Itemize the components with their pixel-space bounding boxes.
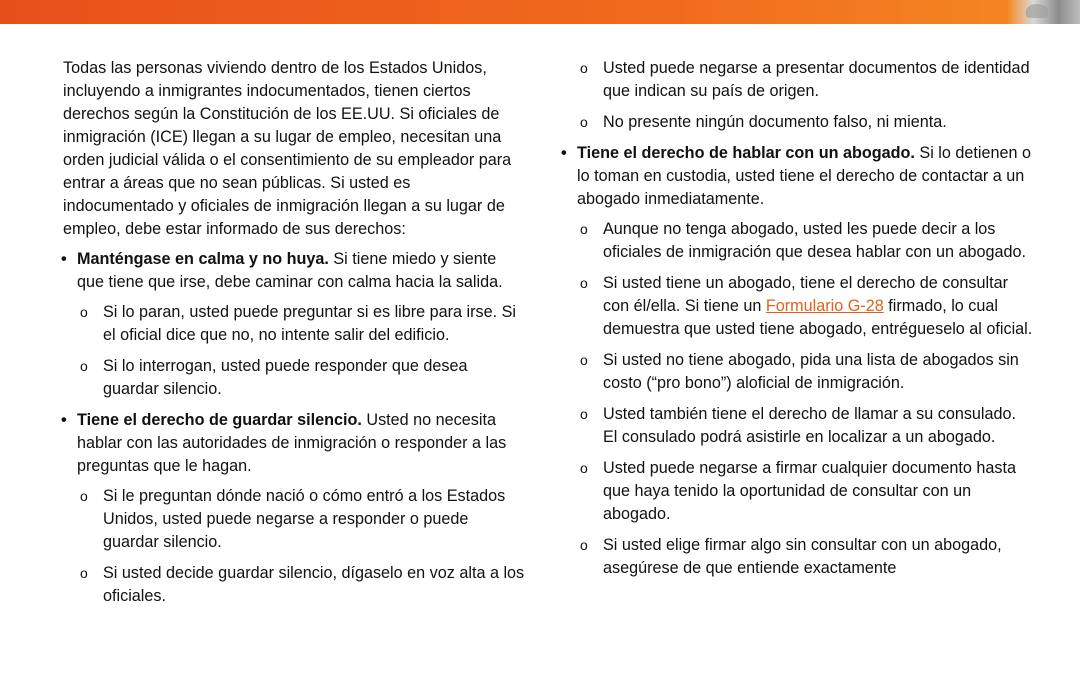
sub-bullet-voz-alta: o Si usted decide guardar silencio, dígaselo en voz alta a los oficiales. [63,562,525,608]
bullet-abogado-heading: Tiene el derecho de hablar con un abogado. [577,144,915,162]
bullet-silencio [63,409,525,478]
sub-bullet-no-falso: o No presente ningún documento falso, ni mienta. [563,111,1033,134]
bullet-calma-text: Si tiene miedo y siente que tiene que irse, debe caminar con calma hacia la salida. [77,250,503,291]
sub-bullet-tiene-abogado-a: Si usted tiene un abogado, tiene el derecho de consultar con él/ella. Si tiene un [603,274,1008,315]
sub-bullet-consulado: o Usted también tiene el derecho de llamar a su consulado. El consulado podrá asistirle en localizar a un abogado. [563,403,1033,449]
bullet-abogado-text: Si lo detienen o lo toman en custodia, usted tiene el derecho de contactar a un abogado inmediatamente. [577,144,1032,208]
header-banner [0,0,1080,24]
right-column [563,57,1033,588]
sub-bullet-tiene-abogado-b: firmado, lo cual demuestra que usted tiene abogado, entrégueselo al oficial. [603,297,1033,338]
form-g28-link[interactable]: Formulario G-28 [765,297,884,315]
sub-bullet-documentos: o Usted puede negarse a presentar documentos de identidad que indican su país de origen. [563,57,1033,103]
bullet-silencio-heading: Tiene el derecho de guardar silencio. [77,411,362,429]
bullet-calma-heading: Manténgase en calma y no huya. [77,250,329,268]
bullet-silencio-text: Usted no necesita hablar con las autoridades de inmigración o responder a las preguntas que le hagan. [77,411,507,475]
sub-bullet-elige-firmar: o Si usted elige firmar algo sin consultar con un abogado, asegúrese de que entiende exactamente [563,534,1033,580]
left-column [63,57,525,616]
sub-bullet-tiene-abogado [563,272,1033,341]
intro-paragraph: Todas las personas viviendo dentro de los Estados Unidos, incluyendo a inmigrantes indocumentados, tienen ciertos derechos según la Constitución de los EE.UU. Si oficiales de inmigración (ICE) llegan a su lugar de empleo, necesitan una orden judicial válida o el consentimiento de su empleador para entrar a áreas que no sean públicas. Si usted es indocumentado y oficiales de inmigración llegan a su lugar de empleo, debe estar informado de sus derechos: [63,59,512,238]
sub-bullet-interrogan: o Si lo interrogan, usted puede responder que desea guardar silencio. [63,355,525,401]
bullet-abogado [563,142,1033,211]
bullet-calma [63,248,525,294]
sub-bullet-pro-bono: o Si usted no tiene abogado, pida una lista de abogados sin costo (“pro bono”) aloficial de inmigración. [563,349,1033,395]
sub-bullet-nacio: o Si le preguntan dónde nació o cómo entró a los Estados Unidos, usted puede negarse a responder o puede guardar silencio. [63,485,525,554]
statue-of-liberty-image [1008,0,1080,24]
sub-bullet-paran: o Si lo paran, usted puede preguntar si es libre para irse. Si el oficial dice que no, no intente salir del edificio. [63,301,525,347]
sub-bullet-negarse-firmar: o Usted puede negarse a firmar cualquier documento hasta que haya tenido la oportunidad de consultar con un abogado. [563,457,1033,526]
sub-bullet-aunque: o Aunque no tenga abogado, usted les puede decir a los oficiales de inmigración que desea hablar con un abogado. [563,218,1033,264]
